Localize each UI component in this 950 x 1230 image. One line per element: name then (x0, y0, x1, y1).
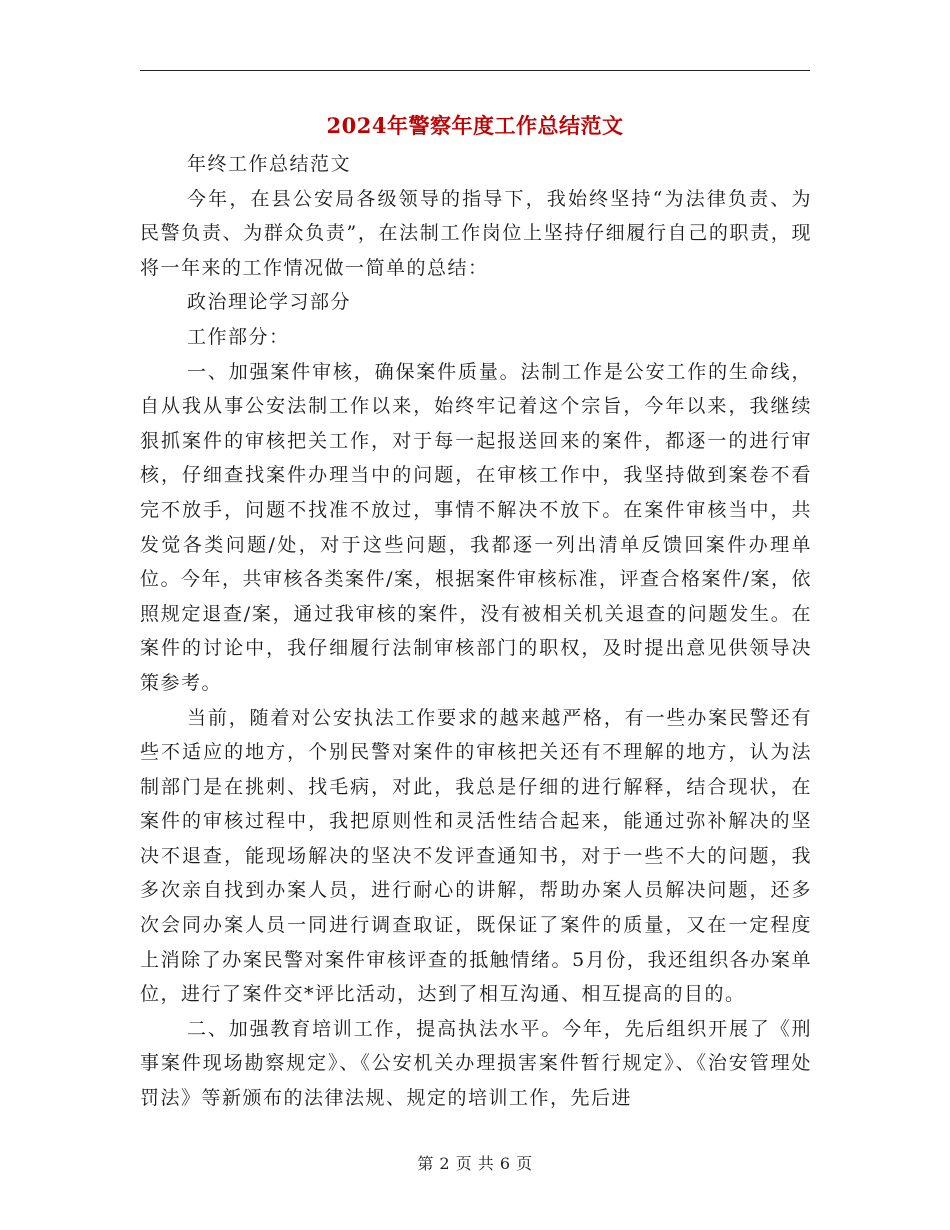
paragraph: 一、加强案件审核，确保案件质量。法制工作是公安工作的生命线，自从我从事公安法制工作以来，始终牢记着这个宗旨，今年以来，我继续狠抓案件的审核把关工作，对于每一起报送回来的案件，都逐一的进行审核，仔细查找案件办理当中的问题，在审核工作中，我坚持做到案卷不看完不放手，问题不找准不放过，事情不解决不放下。在案件审核当中，共发觉各类问题/处，对于这些问题，我都逐一列出清单反馈回案件办理单位。今年，共审核各类案件/案，根据案件审核标准，评查合格案件/案，依照规定退查/案，通过我审核的案件，没有被相关机关退查的问题发生。在案件的讨论中，我仔细履行法制审核部门的职权，及时提出意见供领导决策参考。 (140, 360, 812, 694)
page-number: 第 2 页 共 6 页 (417, 1154, 533, 1173)
paragraph: 今年，在县公安局各级领导的指导下，我始终坚持“为法律负责、为民警负责、为群众负责”，在法制工作岗位上坚持仔细履行自己的职责，现将一年来的工作情况做一简单的总结： (140, 187, 812, 279)
document-body (140, 147, 812, 1116)
paragraph: 二、加强教育培训工作，提高执法水平。今年，先后组织开展了《刑事案件现场勘察规定》、《公安机关办理损害案件暂行规定》、《治安管理处罚法》等新颁布的法律法规、规定的培训工作，先后进 (140, 1017, 812, 1110)
paragraph: 年终工作总结范文 (187, 153, 352, 175)
paragraph: 工作部分： (187, 325, 290, 348)
page-title: 2024年警察年度工作总结范文 (326, 113, 624, 138)
page-footer (140, 1152, 810, 1176)
header-rule (140, 70, 810, 71)
paragraph: 当前，随着对公安执法工作要求的越来越严格，有一些办案民警还有些不适应的地方，个别民警对案件的审核把关还有不理解的地方，认为法制部门是在挑刺、找毛病，对此，我总是仔细的进行解释，结合现状，在案件的审核过程中，我把原则性和灵活性结合起来，能通过弥补解决的坚决不退查，能现场解决的坚决不发评查通知书，对于一些不大的问题，我多次亲自找到办案人员，进行耐心的讲解，帮助办案人员解决问题，还多次会同办案人员一同进行调查取证，既保证了案件的质量，又在一定程度上消除了办案民警对案件审核评查的抵触情绪。5月份，我还组织各办案单位，进行了案件交*评比活动，达到了相互沟通、相互提高的目的。 (140, 706, 812, 1006)
paragraph: 政治理论学习部分 (187, 291, 352, 314)
